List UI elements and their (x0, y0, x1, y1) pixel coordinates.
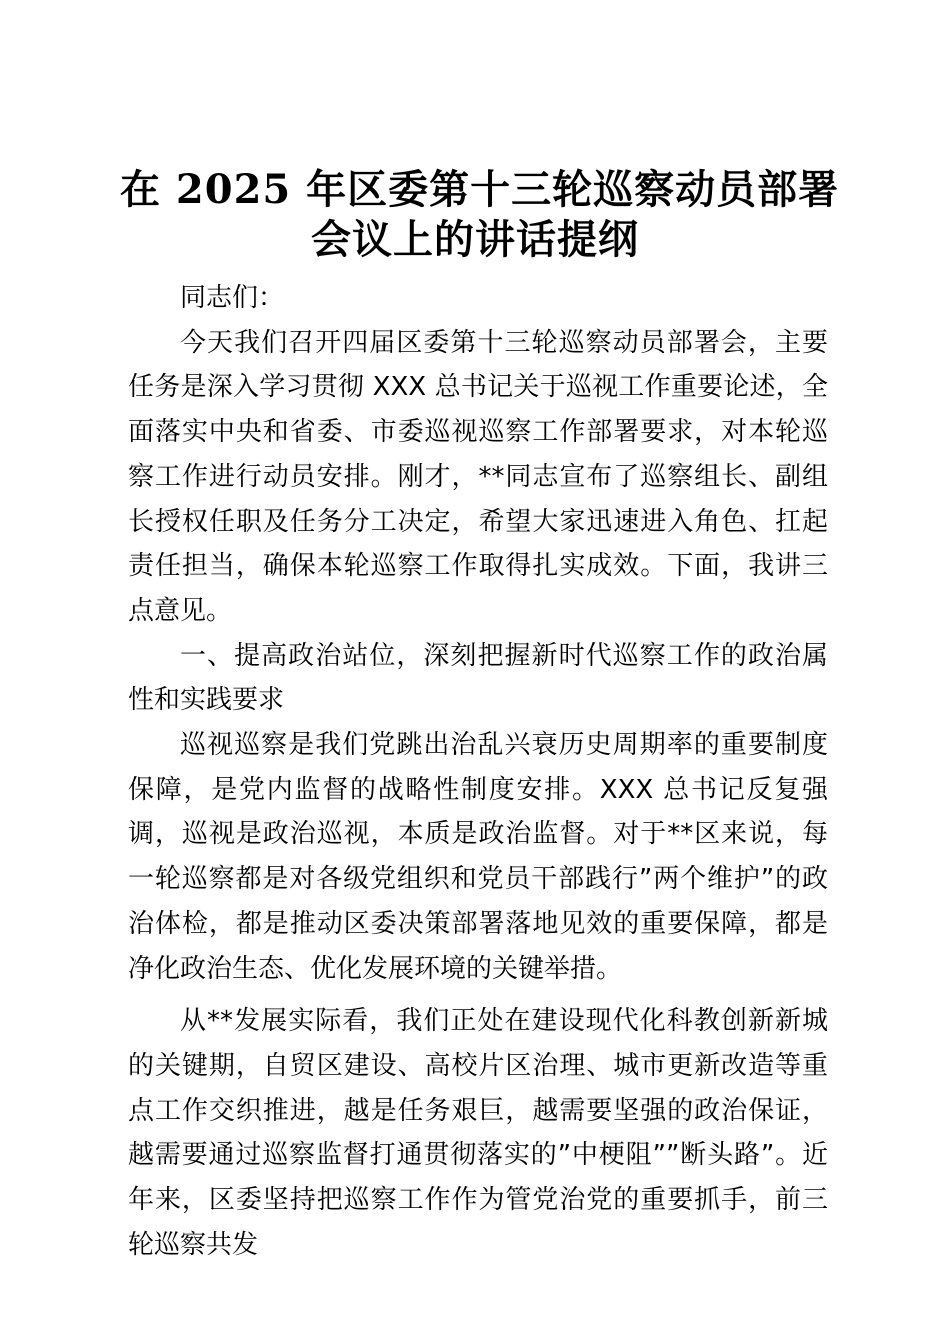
document-title (120, 165, 840, 265)
document-body (128, 276, 828, 1267)
section-heading-1: 一、提高政治站位，深刻把握新时代巡察工作的政治属性和实践要求 (128, 640, 828, 716)
paragraph-body: 从**发展实际看，我们正处在建设现代化科教创新新城的关键期，自贸区建设、高校片区治理、城市更新改造等重点工作交织推进，越是任务艰巨，越需要坚强的政治保证，越需要通过巡察监督打通贯彻落实的”中梗阻””断头路”。近年来，区委坚持把巡察工作作为管党治党的重要抓手，前三轮巡察共发 (128, 1006, 828, 1260)
paragraph-intro: 今天我们召开四届区委第十三轮巡察动员部署会，主要任务是深入学习贯彻 XXX 总书记关于巡视工作重要论述，全面落实中央和省委、市委巡视巡察工作部署要求，对本轮巡察工作进行动员安排。刚才，**同志宣布了巡察组长、副组长授权任职及任务分工决定，希望大家迅速进入角色、扛起责任担当，确保本轮巡察工作取得扎实成效。下面，我讲三点意见。 (128, 327, 828, 626)
paragraph-body: 巡视巡察是我们党跳出治乱兴衰历史周期率的重要制度保障，是党内监督的战略性制度安排。XXX 总书记反复强调，巡视是政治巡视，本质是政治监督。对于**区来说，每一轮巡察都是对各级党组织和党员干部践行”两个维护”的政治体检，都是推动区委决策部署落地见效的重要保障，都是净化政治生态、优化发展环境的关键举措。 (128, 730, 828, 984)
salutation: 同志们： (180, 283, 285, 313)
title-line-1: 在 2025 年区委第十三轮巡察动员部署 (120, 166, 840, 213)
title-line-2: 会议上的讲话提纲 (311, 216, 639, 263)
